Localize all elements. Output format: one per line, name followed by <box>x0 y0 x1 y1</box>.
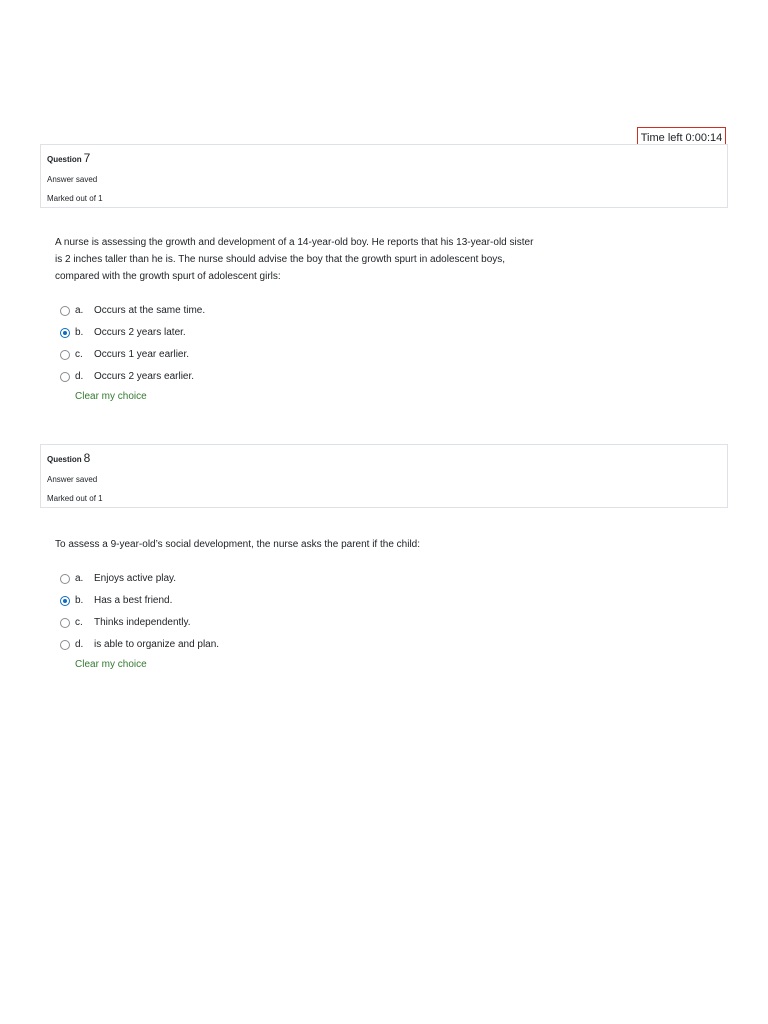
clear-choice-link[interactable]: Clear my choice <box>75 391 147 402</box>
answer-option-c[interactable] <box>55 343 535 365</box>
option-letter: b. <box>75 594 84 606</box>
radio-button[interactable] <box>60 618 70 628</box>
question-number-value: 7 <box>83 151 91 165</box>
option-letter: c. <box>75 348 83 360</box>
radio-button[interactable] <box>60 574 70 584</box>
question-8-content <box>55 536 535 670</box>
clear-choice-link[interactable]: Clear my choice <box>75 659 147 670</box>
option-letter: d. <box>75 370 84 382</box>
answer-option-d[interactable] <box>55 365 535 387</box>
question-label: Question <box>47 155 82 164</box>
radio-button[interactable] <box>60 306 70 316</box>
radio-button-selected[interactable] <box>60 596 70 606</box>
question-state: Answer saved <box>47 175 98 184</box>
question-number-value: 8 <box>83 451 91 465</box>
option-text[interactable]: Occurs at the same time. <box>94 304 206 316</box>
radio-button[interactable] <box>60 640 70 650</box>
option-letter: a. <box>75 304 84 316</box>
option-text[interactable]: Occurs 1 year earlier. <box>94 348 190 360</box>
radio-button-selected[interactable] <box>60 328 70 338</box>
answer-options <box>55 567 535 670</box>
question-8-info <box>40 444 728 508</box>
option-letter: a. <box>75 572 84 584</box>
option-letter: d. <box>75 638 84 650</box>
option-text[interactable]: Thinks independently. <box>94 616 191 628</box>
question-number <box>47 150 721 166</box>
answer-option-b[interactable] <box>55 321 535 343</box>
question-text: To assess a 9-year-old’s social development, the nurse asks the parent if the child: <box>55 539 421 550</box>
question-7-content <box>55 234 535 402</box>
question-7-info <box>40 144 728 208</box>
question-number <box>47 450 721 466</box>
answer-option-c[interactable] <box>55 611 535 633</box>
radio-button[interactable] <box>60 350 70 360</box>
option-text[interactable]: Occurs 2 years earlier. <box>94 370 195 382</box>
option-text[interactable]: Enjoys active play. <box>94 572 177 584</box>
answer-option-a[interactable] <box>55 567 535 589</box>
option-text[interactable]: is able to organize and plan. <box>94 638 220 650</box>
option-letter: b. <box>75 326 84 338</box>
time-left-indicator: Time left 0:00:14 <box>637 127 726 149</box>
answer-option-d[interactable] <box>55 633 535 655</box>
question-state: Answer saved <box>47 475 98 484</box>
radio-button[interactable] <box>60 372 70 382</box>
answer-option-a[interactable] <box>55 299 535 321</box>
answer-option-b[interactable] <box>55 589 535 611</box>
question-label: Question <box>47 455 82 464</box>
question-grade: Marked out of 1 <box>47 194 103 203</box>
option-text[interactable]: Has a best friend. <box>94 594 173 606</box>
answer-options <box>55 299 535 402</box>
question-grade: Marked out of 1 <box>47 494 103 503</box>
option-letter: c. <box>75 616 83 628</box>
option-text[interactable]: Occurs 2 years later. <box>94 326 186 338</box>
question-text: A nurse is assessing the growth and development of a 14-year-old boy. He reports that his 13-year-old sister is 2 inches taller than he is. The nurse should advise the boy that the growth spurt in adolescent boys, compared with the growth spurt of adolescent girls: <box>55 237 534 282</box>
